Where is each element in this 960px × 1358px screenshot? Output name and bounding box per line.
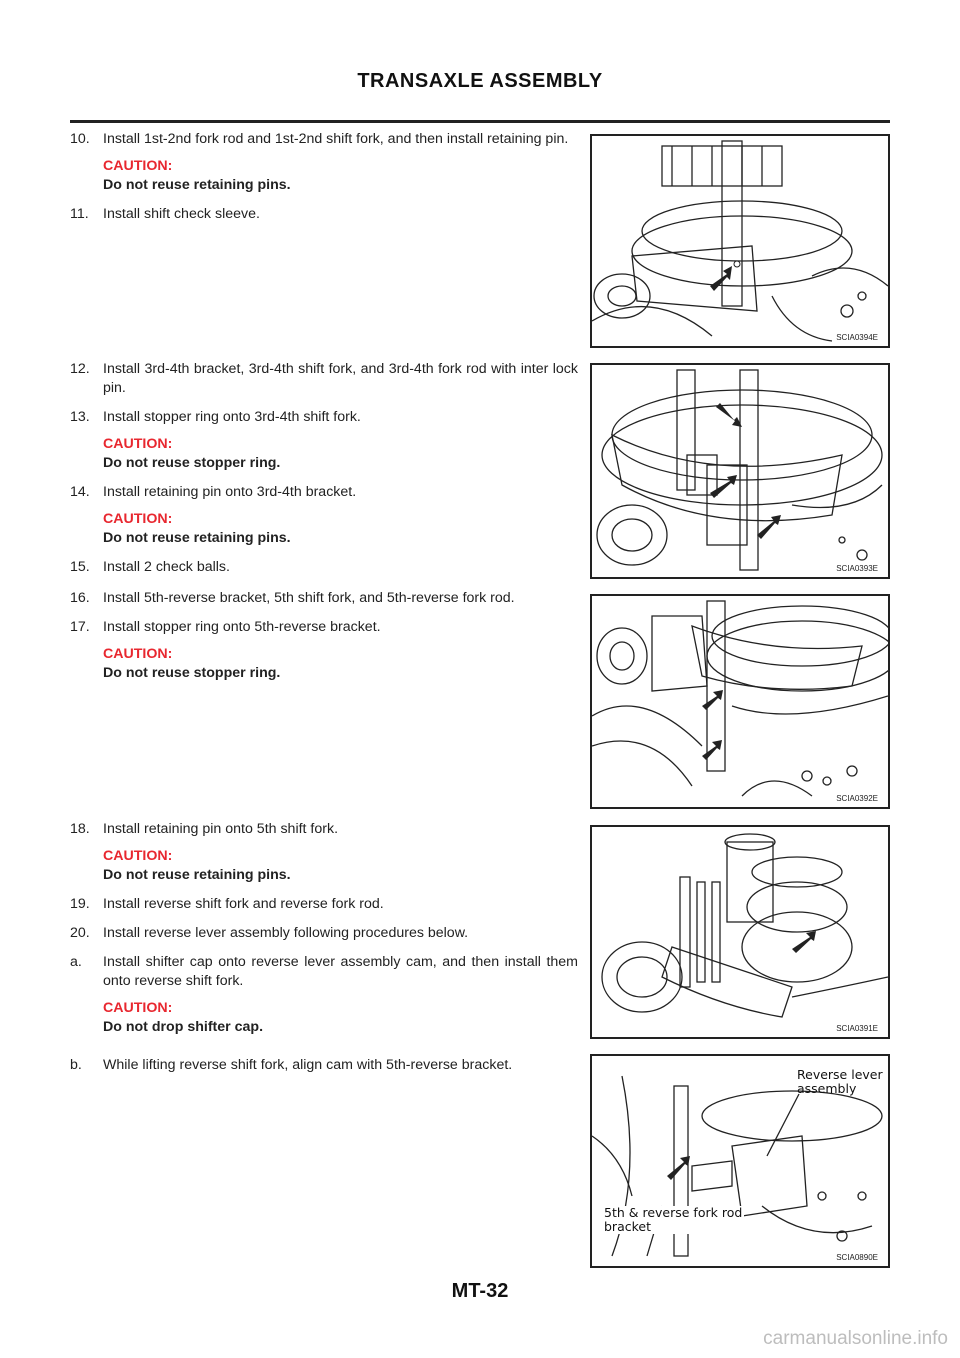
step-16	[70, 589, 578, 608]
caution-note	[70, 645, 578, 683]
gear-illustration	[592, 136, 888, 346]
step-17	[70, 618, 578, 637]
step-text: Install retaining pin onto 5th shift fork.	[103, 821, 339, 837]
step-number: 10.	[70, 131, 90, 147]
caution-label: CAUTION:	[103, 848, 173, 864]
step-12	[70, 360, 578, 398]
step-group-1	[70, 130, 578, 234]
step-11	[70, 205, 578, 224]
gear-illustration	[592, 827, 888, 1037]
step-15	[70, 558, 578, 577]
caution-label: CAUTION:	[103, 1000, 173, 1016]
caution-text: Do not reuse retaining pins.	[103, 177, 291, 193]
step-group-5	[70, 1056, 578, 1085]
step-20a	[70, 953, 578, 991]
step-10	[70, 130, 578, 149]
step-text: Install 5th-reverse bracket, 5th shift fork, and 5th-reverse fork rod.	[103, 590, 515, 606]
step-number: 13.	[70, 409, 90, 425]
step-group-2	[70, 360, 578, 587]
caution-label: CAUTION:	[103, 646, 173, 662]
step-text: While lifting reverse shift fork, align cam with 5th-reverse bracket.	[103, 1057, 513, 1073]
caution-label: CAUTION:	[103, 158, 173, 174]
figure-code: SCIA0890E	[836, 1253, 878, 1262]
step-number: 16.	[70, 590, 90, 606]
step-text: Install reverse shift fork and reverse fork rod.	[103, 896, 384, 912]
step-number: 14.	[70, 484, 90, 500]
page-number: MT-32	[451, 1280, 509, 1302]
step-number: 19.	[70, 896, 90, 912]
figure-reverse-shift-fork	[590, 825, 890, 1039]
caution-text: Do not reuse stopper ring.	[103, 665, 281, 681]
step-18	[70, 820, 578, 839]
step-text: Install shifter cap onto reverse lever assembly cam, and then install them onto reverse shift fork.	[103, 954, 578, 989]
caution-note	[70, 847, 578, 885]
step-text: Install 2 check balls.	[103, 559, 230, 575]
caution-note	[70, 435, 578, 473]
step-text: Install retaining pin onto 3rd-4th bracket.	[103, 484, 357, 500]
figure-shift-fork-5th-reverse	[590, 594, 890, 809]
step-number: 11.	[70, 206, 89, 222]
figure-code: SCIA0393E	[836, 564, 878, 573]
caution-text: Do not reuse stopper ring.	[103, 455, 281, 471]
step-number: a.	[70, 954, 82, 970]
step-number: 12.	[70, 361, 90, 377]
watermark: carmanualsonline.info	[763, 1328, 948, 1349]
step-19	[70, 895, 578, 914]
caution-text: Do not reuse retaining pins.	[103, 530, 291, 546]
step-13	[70, 408, 578, 427]
caution-label: CAUTION:	[103, 436, 173, 452]
header-rule	[70, 120, 890, 123]
step-number: b.	[70, 1057, 82, 1073]
gear-illustration	[592, 365, 888, 577]
step-text: Install 3rd-4th bracket, 3rd-4th shift fork, and 3rd-4th fork rod with inter lock pin.	[103, 361, 578, 396]
step-text: Install stopper ring onto 5th-reverse bracket.	[103, 619, 381, 635]
caution-text: Do not drop shifter cap.	[103, 1019, 264, 1035]
figure-shift-fork-3rd-4th	[590, 363, 890, 579]
caution-note	[70, 510, 578, 548]
caution-text: Do not reuse retaining pins.	[103, 867, 291, 883]
caution-label: CAUTION:	[103, 511, 173, 527]
caution-note	[70, 157, 578, 195]
step-text: Install reverse lever assembly following procedures below.	[103, 925, 469, 941]
step-14	[70, 483, 578, 502]
step-text: Install shift check sleeve.	[103, 206, 260, 222]
step-20	[70, 924, 578, 943]
step-number: 17.	[70, 619, 90, 635]
figure-reverse-lever-assembly	[590, 1054, 890, 1268]
page-title: TRANSAXLE ASSEMBLY	[357, 70, 603, 92]
callout-label-reverse-lever: Reverse lever assembly	[797, 1067, 883, 1096]
step-20b	[70, 1056, 578, 1075]
callout-label-fork-rod-bracket: 5th & reverse fork rod bracket	[604, 1205, 743, 1234]
caution-note	[70, 999, 578, 1037]
figure-code: SCIA0392E	[836, 794, 878, 803]
figure-code: SCIA0391E	[836, 1024, 878, 1033]
step-number: 15.	[70, 559, 90, 575]
step-text: Install stopper ring onto 3rd-4th shift fork.	[103, 409, 361, 425]
step-number: 20.	[70, 925, 90, 941]
figure-shift-fork-1st-2nd	[590, 134, 890, 348]
figure-code: SCIA0394E	[836, 333, 878, 342]
gear-illustration	[592, 596, 888, 807]
step-group-3	[70, 589, 578, 693]
step-number: 18.	[70, 821, 90, 837]
step-group-4	[70, 820, 578, 1047]
step-text: Install 1st-2nd fork rod and 1st-2nd shift fork, and then install retaining pin.	[103, 131, 569, 147]
